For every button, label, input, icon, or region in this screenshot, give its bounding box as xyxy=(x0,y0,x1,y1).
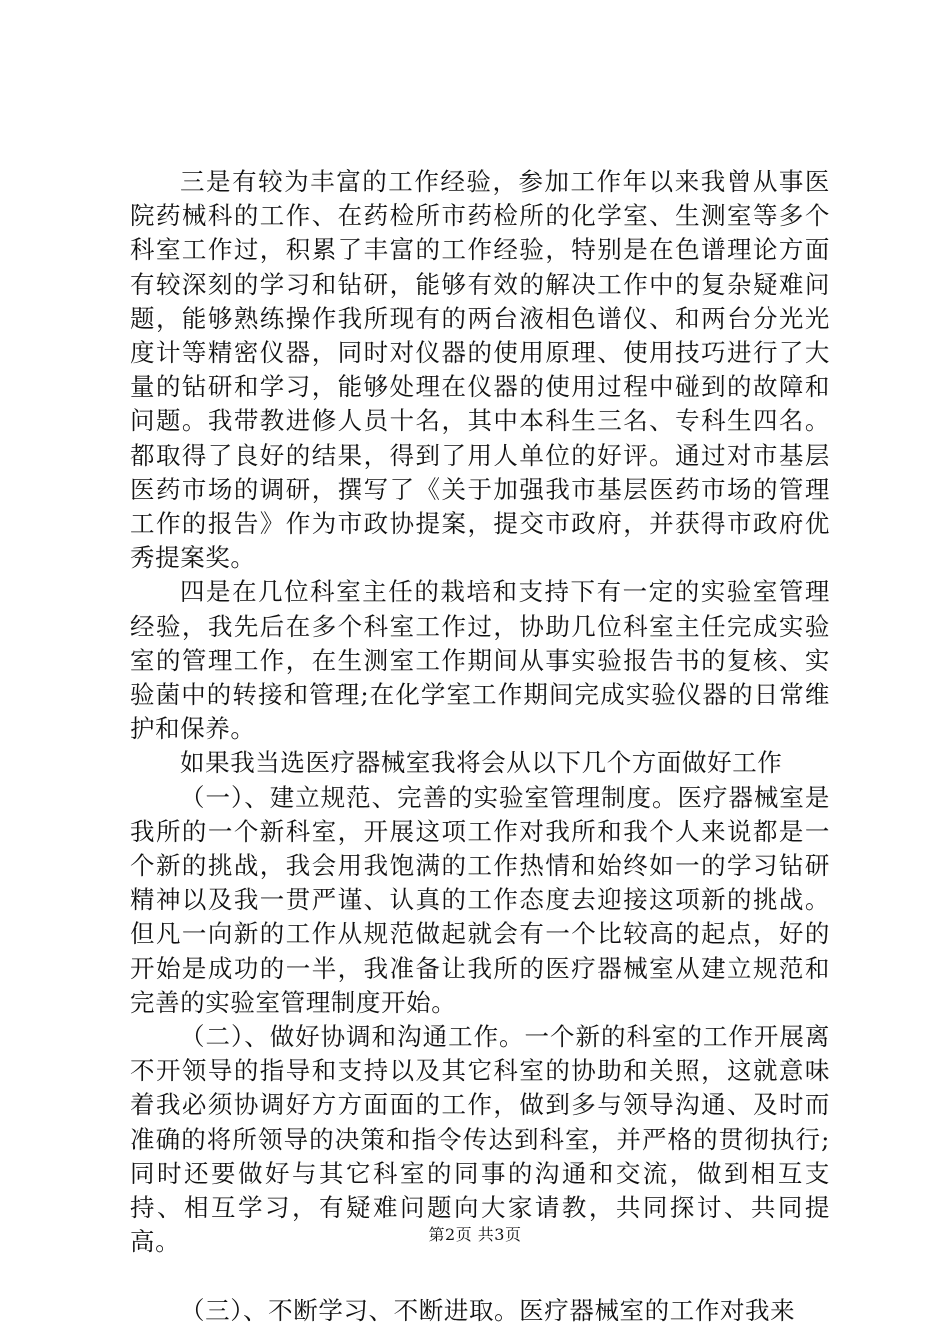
paragraph-plan-item-1: （一）、建立规范、完善的实验室管理制度。医疗器械室是我所的一个新科室，开展这项工作对我所和我个人来说都是一个新的挑战，我会用我饱满的工作热情和始终如一的学习钻研精神以及我一贯严谨、认真的工作态度去迎接这项新的挑战。但凡一向新的工作从规范做起就会有一个比较高的起点，好的开始是成功的一半，我准备让我所的医疗器械室从建立规范和完善的实验室管理制度开始。 xyxy=(130,782,830,1017)
paragraph-experience: 三是有较为丰富的工作经验，参加工作年以来我曾从事医院药械科的工作、在药检所市药检所的化学室、生测室等多个科室工作过，积累了丰富的工作经验，特别是在色谱理论方面有较深刻的学习和钻研，能够有效的解决工作中的复杂疑难问题，能够熟练操作我所现有的两台液相色谱仪、和两台分光光度计等精密仪器，同时对仪器的使用原理、使用技巧进行了大量的钻研和学习，能够处理在仪器的使用过程中碰到的故障和问题。我带教进修人员十名，其中本科生三名、专科生四名。都取得了良好的结果，得到了用人单位的好评。通过对市基层医药市场的调研，撰写了《关于加强我市基层医药市场的管理工作的报告》作为市政协提案，提交市政府，并获得市政府优秀提案奖。 xyxy=(130,167,830,573)
document-body xyxy=(130,165,830,1328)
paragraph-plan-item-2: （二）、做好协调和沟通工作。一个新的科室的工作开展离不开领导的指导和支持以及其它科室的协助和关照，这就意味着我必须协调好方方面面的工作，做到多与领导沟通、及时而准确的将所领导的决策和指令传达到科室，并严格的贯彻执行;同时还要做好与其它科室的同事的沟通和交流，做到相互支持、相互学习，有疑难问题向大家请教，共同探讨、共同提高。 xyxy=(130,1022,830,1257)
page-footer: 第2页 共3页 xyxy=(428,1225,522,1244)
paragraph-plan-intro: 如果我当选医疗器械室我将会从以下几个方面做好工作 xyxy=(180,748,783,778)
paragraph-management-experience: 四是在几位科室主任的栽培和支持下有一定的实验室管理经验，我先后在多个科室工作过，协助几位科室主任完成实验室的管理工作，在生测室工作期间从事实验报告书的复核、实验菌中的转接和管理;在化学室工作期间完成实验仪器的日常维护和保养。 xyxy=(130,577,830,744)
paragraph-plan-item-3: （三）、不断学习、不断进取。医疗器械室的工作对我来 xyxy=(180,1295,796,1325)
